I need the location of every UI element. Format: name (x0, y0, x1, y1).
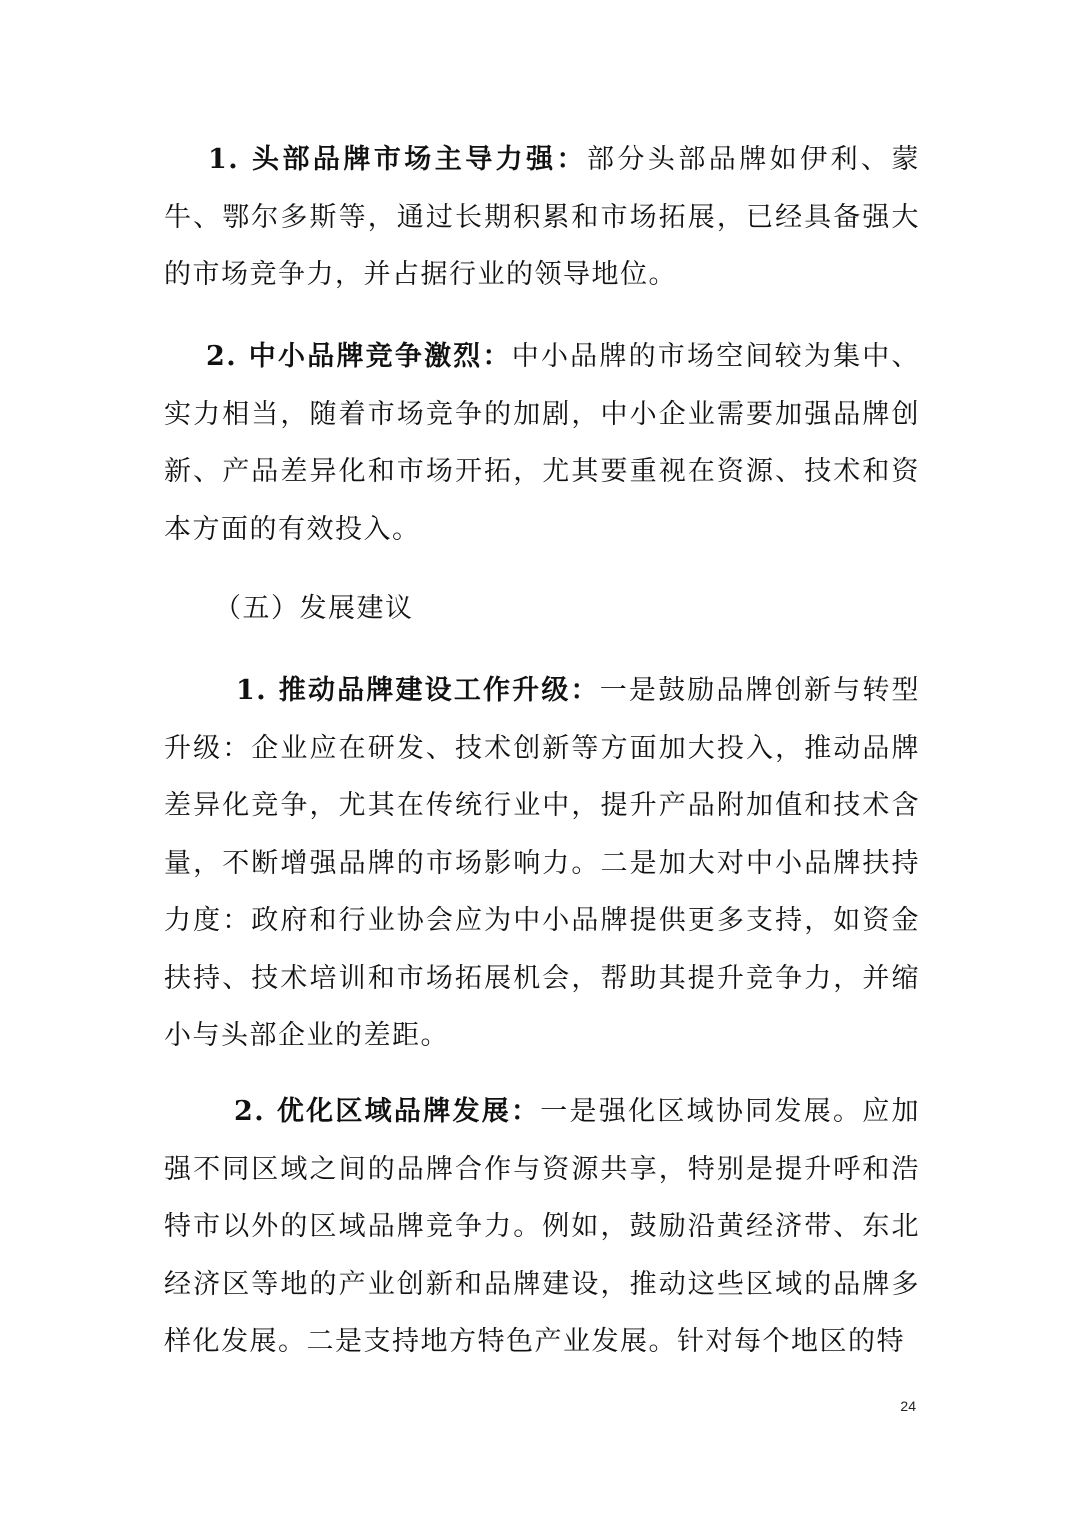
paragraph-lead: 2. 优化区域品牌发展： (234, 1096, 541, 1127)
paragraph-brand-upgrade (164, 662, 920, 1065)
paragraph-body: 部分头部品牌如伊利、蒙牛、鄂尔多斯等，通过长期积累和市场拓展，已经具备强大的市场竞争力，并占据行业的领导地位。 (164, 144, 921, 290)
paragraph-lead: 1. 推动品牌建设工作升级： (236, 675, 600, 706)
paragraph-small-brands (164, 328, 920, 558)
paragraph-body: 一是强化区域协同发展。应加强不同区域之间的品牌合作与资源共享，特别是提升呼和浩特市以外的区域品牌竞争力。例如，鼓励沿黄经济带、东北经济区等地的产业创新和品牌建设，推动这些区域的品牌多样化发展。二是支持地方特色产业发展。针对每个地区的特 (164, 1096, 921, 1357)
paragraph-regional-brands (164, 1083, 920, 1371)
paragraph-lead: 2. 中小品牌竞争激烈： (206, 341, 512, 372)
paragraph-lead: 1. 头部品牌市场主导力强： (208, 144, 587, 175)
paragraph-body: 一是鼓励品牌创新与转型升级：企业应在研发、技术创新等方面加大投入，推动品牌差异化竞争，尤其在传统行业中，提升产品附加值和技术含量，不断增强品牌的市场影响力。二是加大对中小品牌扶持力度：政府和行业协会应为中小品牌提供更多支持，如资金扶持、技术培训和市场拓展机会，帮助其提升竞争力，并缩小与头部企业的差距。 (164, 675, 920, 1051)
paragraph-body: 中小品牌的市场空间较为集中、实力相当，随着市场竞争的加剧，中小企业需要加强品牌创新、产品差异化和市场开拓，尤其要重视在资源、技术和资本方面的有效投入。 (164, 341, 921, 545)
section-heading: （五）发展建议 (214, 593, 414, 624)
page-number: 24 (900, 1398, 916, 1414)
paragraph-head-brands (164, 131, 920, 304)
